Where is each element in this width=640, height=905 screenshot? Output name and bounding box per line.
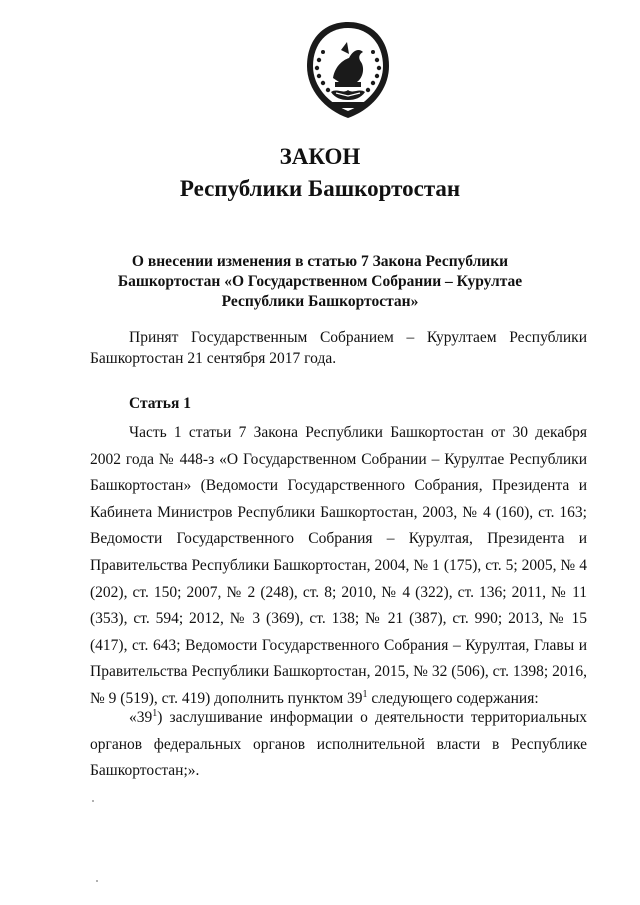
law-title: ЗАКОН <box>279 144 361 169</box>
law-republic-name: Республики Башкортостан <box>179 176 461 201</box>
scan-speck <box>92 800 94 802</box>
article-superscript: 1 <box>362 688 368 700</box>
law-subject: О внесении изменения в статью 7 Закона Республики Башкортостан «О Государственном Собрании – Курултае Республики Башкортостан» <box>117 253 523 310</box>
article-text-end: следующего содержания: <box>367 689 539 707</box>
inserted-clause <box>90 705 587 785</box>
clause-superscript: 1 <box>152 708 158 719</box>
article-text: Часть 1 статьи 7 Закона Республики Башкортостан от 30 декабря 2002 года № 448-з «О Государственном Собрании – Курултае Республики Башкортостан» (Ведомости Государственного Собрания, Президента и Кабинета Министров Республики Башкортостан, 2003, № 4 (160), ст. 163; Ведомости Государственного Собрания – Курултая, Президента и Правительства Республики Башкортостан, 2004, № 1 (175), ст. 5; 2005, № 4 (202), ст. 150; 2007, № 2 (248), ст. 8; 2010, № 4 (322), ст. 136; 2011, № 11 (353), ст. 594; 2012, № 3 (369), ст. 138; № 21 (387), ст. 990; 2013, № 15 (417), ст. 643; Ведомости Государственного Собрания – Курултая, Главы и Правительства Республики Башкортостан, 2015, № 32 (506), ст. 1398; 2016, № 9 (519), ст. 419) дополнить пунктом 39 <box>90 424 587 707</box>
article-heading: Статья 1 <box>129 395 191 412</box>
coat-of-arms-emblem <box>303 20 393 120</box>
clause-number: «39 <box>129 709 153 726</box>
adoption-statement: Принят Государственным Собранием – Курултаем Республики Башкортостан 21 сентября 2017 года. <box>90 329 587 367</box>
scan-speck <box>96 880 98 882</box>
clause-text: ) заслушивание информации о деятельности территориальных органов федеральных органов исполнительной власти в Республике Башкортостан;». <box>90 709 587 780</box>
article-body <box>90 420 587 713</box>
